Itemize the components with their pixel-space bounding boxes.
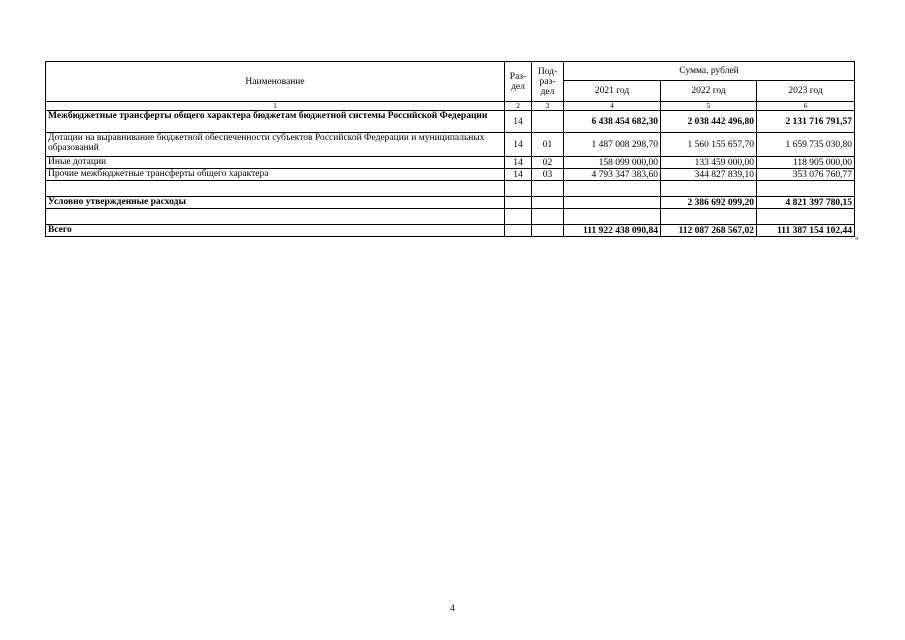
row-name: Всего xyxy=(46,225,505,237)
total-row xyxy=(46,225,855,237)
header-razdel xyxy=(505,62,532,102)
budget-table xyxy=(45,61,855,237)
row-razdel xyxy=(505,225,532,237)
table-row xyxy=(46,169,855,181)
table-row xyxy=(46,197,855,209)
spacer-row xyxy=(46,181,855,197)
row-sum-2021: 158 099 000,00 xyxy=(564,157,661,169)
row-sum-2023: 2 131 716 791,57 xyxy=(757,111,855,133)
column-number-2: 2 xyxy=(505,102,532,111)
row-sum-2023: 118 905 000,00 xyxy=(757,157,855,169)
column-number-4: 4 xyxy=(564,102,661,111)
row-name: Дотации на выравнивание бюджетной обеспеченности субъектов Российской Федерации и муниципальных образований xyxy=(46,133,505,157)
header-year-2021: 2021 год xyxy=(564,81,661,102)
row-sum-2022: 2 386 692 099,20 xyxy=(661,197,757,209)
row-razdel: 14 xyxy=(505,169,532,181)
header-year-2023: 2023 год xyxy=(757,81,855,102)
row-razdel: 14 xyxy=(505,133,532,157)
row-sum-2022: 344 827 839,10 xyxy=(661,169,757,181)
row-name: Иные дотации xyxy=(46,157,505,169)
table-row xyxy=(46,157,855,169)
header-name: Наименование xyxy=(46,62,505,102)
row-sum-2021: 4 793 347 383,60 xyxy=(564,169,661,181)
row-sum-2022: 1 560 155 657,70 xyxy=(661,133,757,157)
row-name: Условно утвержденные расходы xyxy=(46,197,505,209)
row-sum-2022: 112 087 268 567,02 xyxy=(661,225,757,237)
row-sum-2021: 6 438 454 682,30 xyxy=(564,111,661,133)
header-razdel-line2: дел xyxy=(511,81,525,92)
row-razdel: 14 xyxy=(505,157,532,169)
column-number-3: 3 xyxy=(532,102,564,111)
row-razdel: 14 xyxy=(505,111,532,133)
header-podrazdel-line3: дел xyxy=(540,86,555,97)
row-podrazdel xyxy=(532,111,564,133)
row-sum-2023: 4 821 397 780,15 xyxy=(757,197,855,209)
row-sum-2022: 2 038 442 496,80 xyxy=(661,111,757,133)
closing-quote-mark: " xyxy=(855,236,859,246)
row-sum-2023: 111 387 154 102,44 xyxy=(757,225,855,237)
table-row xyxy=(46,133,855,157)
header-razdel-line1: Раз- xyxy=(509,71,527,82)
column-number-5: 5 xyxy=(661,102,757,111)
header-podrazdel-line2: раз- xyxy=(539,76,556,87)
row-razdel xyxy=(505,197,532,209)
row-name: Межбюджетные трансферты общего характера бюджетам бюджетной системы Российской Федерации xyxy=(46,111,505,133)
header-podrazdel-line1: Под- xyxy=(537,66,558,77)
column-number-6: 6 xyxy=(757,102,855,111)
row-name: Прочие межбюджетные трансферты общего характера xyxy=(46,169,505,181)
header-podrazdel xyxy=(532,62,564,102)
row-sum-2021 xyxy=(564,197,661,209)
page-number: 4 xyxy=(450,604,455,614)
row-sum-2023: 353 076 760,77 xyxy=(757,169,855,181)
header-sum: Сумма, рублей xyxy=(564,62,855,81)
spacer-row xyxy=(46,209,855,225)
row-podrazdel: 01 xyxy=(532,133,564,157)
header-year-2022: 2022 год xyxy=(661,81,757,102)
row-sum-2021: 1 487 008 298,70 xyxy=(564,133,661,157)
row-podrazdel: 02 xyxy=(532,157,564,169)
row-sum-2021: 111 922 438 090,84 xyxy=(564,225,661,237)
row-podrazdel xyxy=(532,197,564,209)
row-sum-2022: 133 459 000,00 xyxy=(661,157,757,169)
table-row xyxy=(46,111,855,133)
row-podrazdel: 03 xyxy=(532,169,564,181)
row-sum-2023: 1 659 735 030,80 xyxy=(757,133,855,157)
row-podrazdel xyxy=(532,225,564,237)
column-number-1: 1 xyxy=(46,102,505,111)
